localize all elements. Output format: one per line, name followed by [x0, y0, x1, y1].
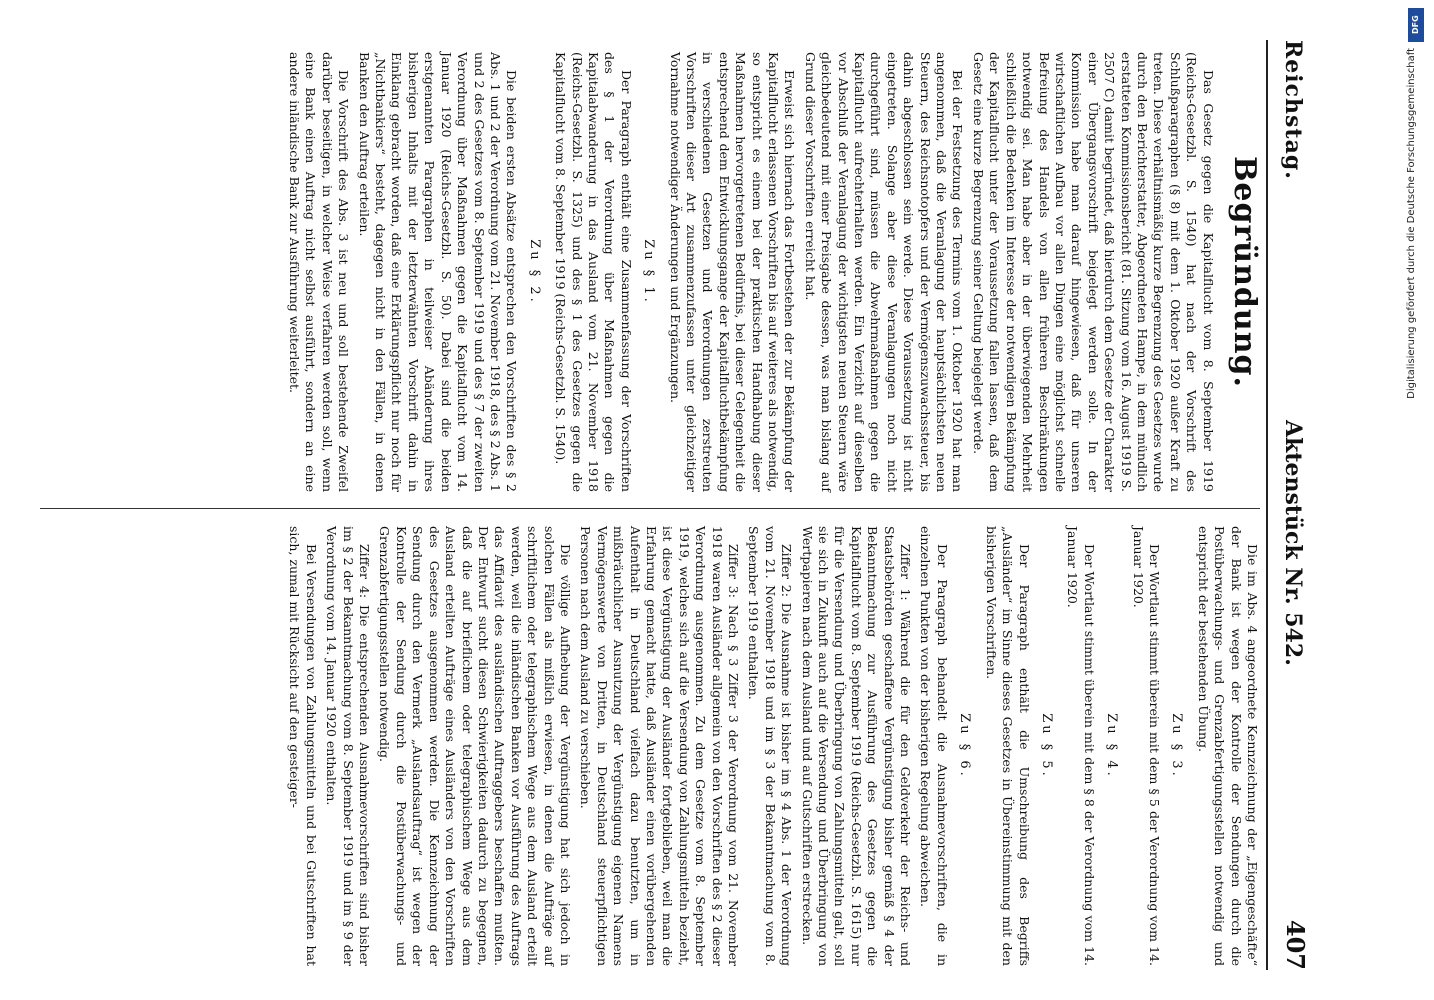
- paragraph: Der Paragraph enthält eine Zusammenfassung der Vorschriften des § 1 der Verordnung über Maßnahmen gegen die Kapitalabwanderung in das Ausland vom 21. November 1918 (Reichs-Gesetzbl. S. 1325) und des § 1 des Gesetzes gegen die Kapitalflucht vom 8. September 1919 (Reichs-Gesetzbl. S. 1540).: [553, 52, 634, 492]
- paragraph: Das Gesetz gegen die Kapitalflucht vom 8. September 1919 (Reichs-Gesetzbl. S. 1540) hat nach der Vorschrift des Schlußparagraphen (§ 8) mit dem 1. Oktober 1920 außer Kraft zu treten. Diese verhältnismäßig kurze Begrenzung des Gesetzes wurde durch den Berichterstatter, Abgeordneten Hampe, in dem mündlich erstatteten Kommissionsbericht (81. Sitzung vom 16. August 1919 S. 2507 C) damit begründet, daß hierdurch dem Gesetze der Charakter einer Übergangsvorschrift beigelegt werden solle. In der Kommission habe man darauf hingewiesen, daß für unseren wirtschaftlichen Aufbau vor allen Dingen eine möglichst schnelle Befreiung des Handels von allen früheren Beschränkungen notwendig sei. Man habe aber in der überwiegenden Mehrheit schließlich die Bedenken im Interesse der notwendigen Bekämpfung der Kapitalflucht unter der Voraussetzung fallen lassen, daß dem Gesetz eine kurze Begrenzung seiner Geltung beigelegt werde.: [970, 52, 1216, 492]
- section-heading: Zu § 6.: [957, 713, 973, 779]
- paragraph: Der Wortlaut stimmt überein mit dem § 5 der Verordnung vom 14. Januar 1920.: [1130, 526, 1162, 966]
- paragraph: Bei Versendungen von Zahlungsmitteln und bei Gutschriften hat sich, zumal mit Rücksicht auf den gesteiger-: [287, 526, 319, 966]
- digitization-credit: [1400, 8, 1430, 996]
- paragraph: Ziffer 3: Nach § 3 Ziffer 3 der Verordnung vom 21. November 1918 waren Ausländer allgemein von den Vorschriften des § 2 dieser Verordnung ausgenommen. Zu dem Gesetze vom 8. September 1919, welches sich auf die Versendung von Zahlungsmitteln bezieht, ist diese Vergünstigung der Ausländer fortgeblieben, weil man die Erfahrung gemacht hatte, daß Ausländer einen vorübergehenden Aufenthalt in Deutschland vielfach dazu benutzten, um in mißbräuchlicher Ausnutzung der Vergünstigung eigenen Namens Vermögenswerte von Dritten, in Deutschland steuerpflichtigen Personen nach dem Ausland zu verschieben.: [578, 526, 742, 966]
- paragraph: Ziffer 1: Während die für den Geldverkehr der Reichs- und Staatsbehörden geschaffene Vergünstigung bisher gemäß § 4 der Bekanntmachung zur Ausführung des Gesetzes gegen die Kapitalflucht vom 8. September 1919 (Reichs-Gesetzbl. S. 1615) nur für die Versendung und Überbringung von Zahlungsmitteln galt, soll sie sich in Zukunft auch auf die Versendung und Überbringung von Wertpapieren nach dem Ausland und auf Gutschriften erstrecken.: [799, 526, 914, 966]
- paragraph: Der Wortlaut stimmt überein mit dem § 8 der Verordnung vom 14. Januar 1920.: [1065, 526, 1097, 966]
- section-heading: Zu § 5.: [1038, 713, 1054, 779]
- page-number: 407: [1281, 919, 1310, 970]
- dfg-logo: DFG: [1408, 8, 1424, 42]
- paragraph: Bei der Festsetzung des Termins vom 1. Oktober 1920 hat man angenommen, daß die Veranlagung der hauptsächlichsten neuen Steuern, des Reichsnotopfers und der Vermögenszuwachssteuer, bis dahin abgeschlossen sein werde. Diese Voraussetzung ist nicht eingetreten. Solange aber diese Veranlagungen noch nicht durchgeführt sind, müssen die Abwehrmaßnahmen gegen die Kapitalflucht aufrechterhalten werden. Ein Verzicht auf dieselben vor Abschluß der Veranlagung der wichtigsten neuen Steuern wäre gleichbedeutend mit einer Preisgabe dessen, was man bislang auf Grund dieser Vorschriften erreicht hat.: [802, 52, 966, 492]
- paragraph: Erweist sich hiernach das Fortbestehen der zur Bekämpfung der Kapitalflucht erlassenen Vorschriften bis auf weiteres als notwendig, so entspricht es einem bei der praktischen Handhabung dieser Maßnahmen hervorgetretenen Bedürfnis, bei dieser Gelegenheit die entsprechend dem Entwicklungsgange der Kapitalfluchtbekämpfung in verschiedenen Gesetzen und Verordnungen zerstreuten Vorschriften dieser Art zusammenzufassen unter gleichzeitiger Vornahme notwendiger Änderungen und Ergänzungen.: [667, 52, 798, 492]
- column-divider: [40, 508, 1260, 509]
- paragraph: Die Vorschrift des Abs. 3 ist neu und soll bestehende Zweifel darüber beseitigen, in welcher Weise verfahren werden soll, wenn eine Bank einen Auftrag nicht selbst ausführt, sondern an eine andere inländische Bank zur Ausführung weiterleitet.: [287, 52, 352, 492]
- paragraph: Der Paragraph behandelt die Ausnahmevorschriften, die in einzelnen Punkten von der bisherigen Regelung abweichen.: [918, 526, 950, 966]
- header-document-number: Aktenstück Nr. 542.: [1280, 420, 1306, 666]
- paragraph: Der Paragraph enthält die Umschreibung des Begriffs „Ausländer“ im Sinne dieses Gesetzes in Übereinstimmung mit den bisherigen Vorschriften.: [983, 526, 1032, 966]
- paragraph: Ziffer 2: Die Ausnahme ist bisher im § 4 Abs. 1 der Verordnung vom 21. November 1918 und im § 3 der Bekanntmachung vom 8. September 1919 enthalten.: [746, 526, 795, 966]
- right-column: [282, 526, 1260, 966]
- paragraph: Die völlige Aufhebung der Vergünstigung hat sich jedoch in solchen Fällen als mißlich erwiesen, in denen die Aufträge auf schriftlichem oder telegraphischem Wege aus dem Ausland erteilt werden, weil die inländischen Banken vor Ausführung des Auftrags das Affidavit des ausländischen Auftraggebers beschaffen mußten. Der Entwurf sucht diesen Schwierigkeiten dadurch zu begegnen, daß die auf brieflichem oder telegraphischem Wege aus dem Ausland erteilten Aufträge eines Ausländers von den Vorschriften des Gesetzes ausgenommen werden. Die Kennzeichnung der Sendung durch den Vermerk „Auslandsauftrag“ ist wegen der Kontrolle der Sendung durch die Postüberwachungs- und Grenzabfertigungsstellen notwendig.: [377, 526, 573, 966]
- scanned-page: [10, 0, 1330, 1000]
- page-header: [1270, 40, 1312, 970]
- document-title: Begründung.: [1227, 156, 1262, 388]
- paragraph: Die beiden ersten Absätze entsprechen den Vorschriften des § 2 Abs. 1 und 2 der Verordnung vom 21. November 1918, des § 2 Abs. 1 und 2 des Gesetzes vom 8. September 1919 und des § 7 der zweiten Verordnung über Maßnahmen gegen die Kapitalflucht vom 14. Januar 1920 (Reichs-Gesetzbl. S. 50). Dabei sind die beiden erstgenannten Paragraphen in teilweiser Abänderung ihres bisherigen Inhalts mit der letzterwähnten Vorschrift dahin in Einklang gebracht worden, daß eine Erklärungspflicht nur noch für „Nichtbankiers“ besteht, dagegen nicht in den Fällen, in denen Banken den Auftrag erteilen.: [356, 52, 520, 492]
- header-rule: [1266, 40, 1268, 970]
- paragraph: Die im Abs. 4 angeordnete Kennzeichnung der „Eigengeschäfte“ der Bank ist wegen der Kontrolle der Sendungen durch die Postüberwachungs- und Grenzabfertigungsstellen notwendig und entspricht der bestehenden Übung.: [1195, 526, 1260, 966]
- section-heading: Zu § 2.: [526, 239, 542, 305]
- header-left: Reichstag.: [1280, 40, 1306, 180]
- paragraph: Ziffer 4: Die entsprechenden Ausnahmevorschriften sind bisher im § 2 der Bekanntmachung vom 8. September 1919 und im § 9 der Verordnung vom 14. Januar 1920 enthalten.: [324, 526, 373, 966]
- section-heading: Zu § 1.: [641, 239, 657, 305]
- section-heading: Zu § 4.: [1104, 713, 1120, 779]
- section-heading: Zu § 3.: [1169, 713, 1185, 779]
- credit-text: Digitalisierung gefördert durch die Deutsche Forschungsgemeinschaft: [1406, 48, 1417, 399]
- left-column: [282, 52, 1260, 492]
